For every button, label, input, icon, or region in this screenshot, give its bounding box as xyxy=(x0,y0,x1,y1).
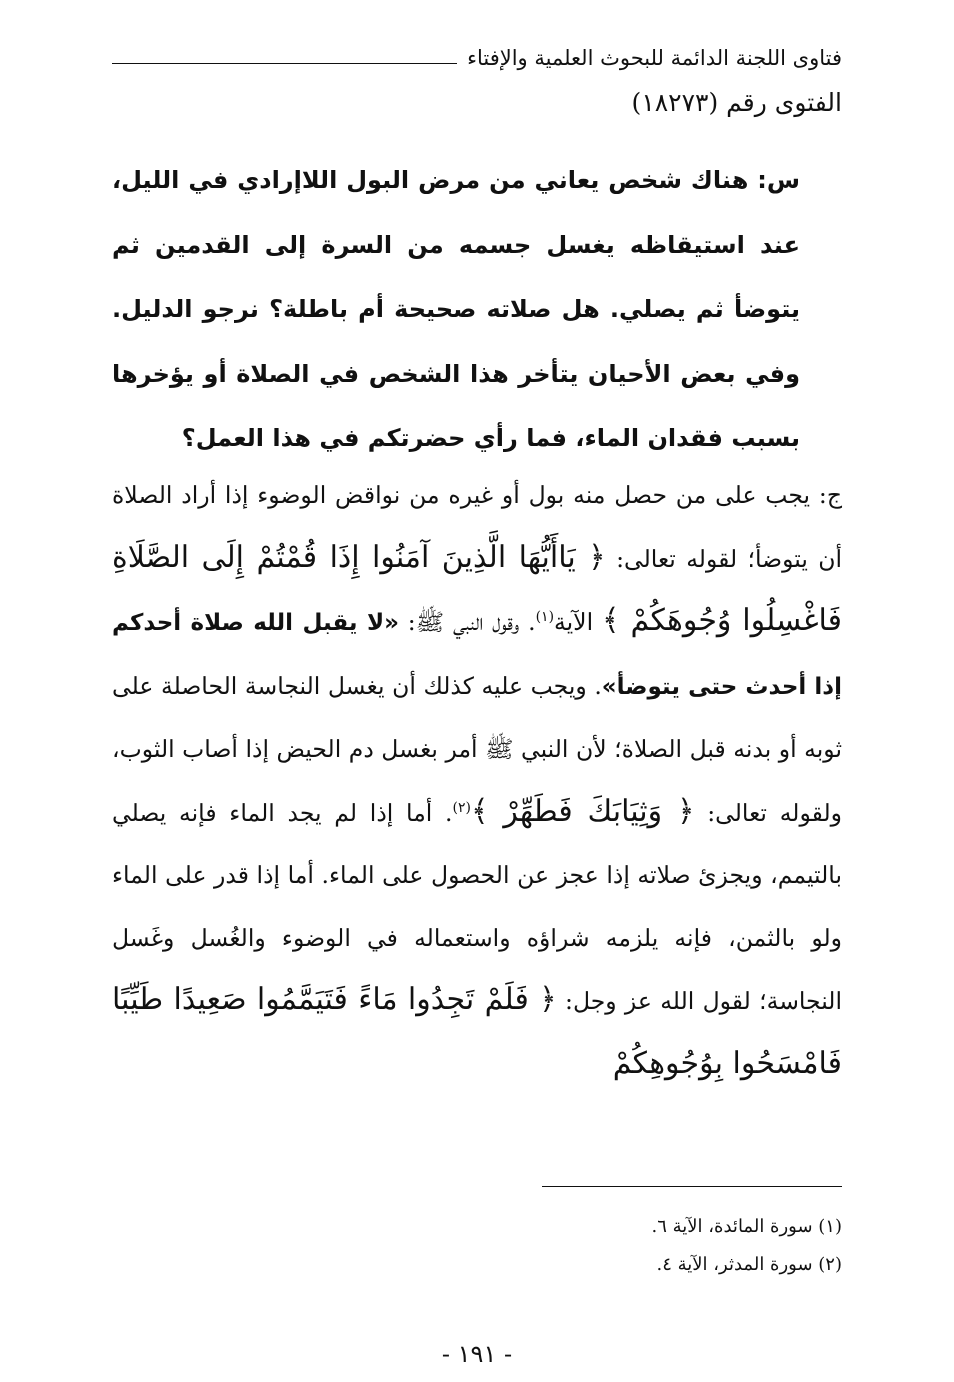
question-text: س: هناك شخص يعاني من مرض البول اللاإرادي في الليل، عند استيقاظه يغسل جسمه من السرة إلى القدمين ثم يتوضأ ثم يصلي. هل صلاته صحيحة أم باطلة؟ نرجو الدليل. وفي بعض الأحيان يتأخر هذا الشخص في الصلاة أو يؤخرها بسبب فقدان الماء، فما رأي حضرتكم في هذا العمل؟ xyxy=(112,166,800,452)
footnote-2: (٢) سورة المدثر، الآية ٤. xyxy=(656,1254,842,1275)
running-header xyxy=(112,38,842,78)
quran-verse-1: ﴿ يَاأَيُّهَا الَّذِينَ آمَنُوا إِذَا قُمْتُمْ إِلَى الصَّلَاةِ فَاغْسِلُوا وُجُوهَكُمْ ﴾ xyxy=(112,539,842,638)
answer-part-5: . أما إذا لم يجد الماء فإنه يصلي بالتيمم، ويجزئ صلاته إذا عجز عن الحصول على الماء. أما إذا قدر على الماء ولو بالثمن، فإنه يلزمه شراؤه واستعماله في الوضوء والغُسل وغَسل النجاسة؛ لقول الله عز وجل: xyxy=(112,798,842,1015)
answer-part-2: الآية xyxy=(554,608,602,636)
quran-verse-2: ﴿ وَثِيَابَكَ فَطَهِّرْ ﴾ xyxy=(470,793,695,829)
hadith-quote: «لا يقبل الله صلاة أحدكم إذا أحدث حتى يتوضأ» xyxy=(112,610,842,700)
running-title: فتاوى اللجنة الدائمة للبحوث العلمية والإفتاء xyxy=(467,46,842,70)
page-number: - ١٩١ - xyxy=(441,1340,513,1368)
answer-part-4: . ويجب عليه كذلك أن يغسل النجاسة الحاصلة على ثوبه أو بدنه قبل الصلاة؛ لأن النبي ﷺ أمر بغسل دم الحيض إذا أصاب الثوب، ولقوله تعالى: xyxy=(112,671,842,827)
header-rule xyxy=(112,63,457,64)
fatwa-number: الفتوى رقم (١٨٢٧٣) xyxy=(631,88,842,117)
footnote-ref-2: (٢) xyxy=(452,799,471,816)
footnote-1: (١) سورة المائدة، الآية ٦. xyxy=(651,1216,842,1237)
answer-text xyxy=(112,464,842,1096)
answer-part-1: ج: يجب على من حصل منه بول أو غيره من نواقض الوضوء إذا أراد الصلاة أن يتوضأ؛ لقوله تعالى: xyxy=(112,481,843,573)
footnotes-list xyxy=(112,1208,842,1284)
quran-verse-3: ﴿ فَلَمْ تَجِدُوا مَاءً فَتَيَمَّمُوا صَعِيدًا طَيِّبًا فَامْسَحُوا بِوُجُوهِكُمْ xyxy=(112,982,842,1081)
footnote-separator xyxy=(542,1186,842,1187)
answer-part-3: . وقول النبي ﷺ: xyxy=(398,608,536,636)
footnote-ref-1: (١) xyxy=(535,609,555,626)
